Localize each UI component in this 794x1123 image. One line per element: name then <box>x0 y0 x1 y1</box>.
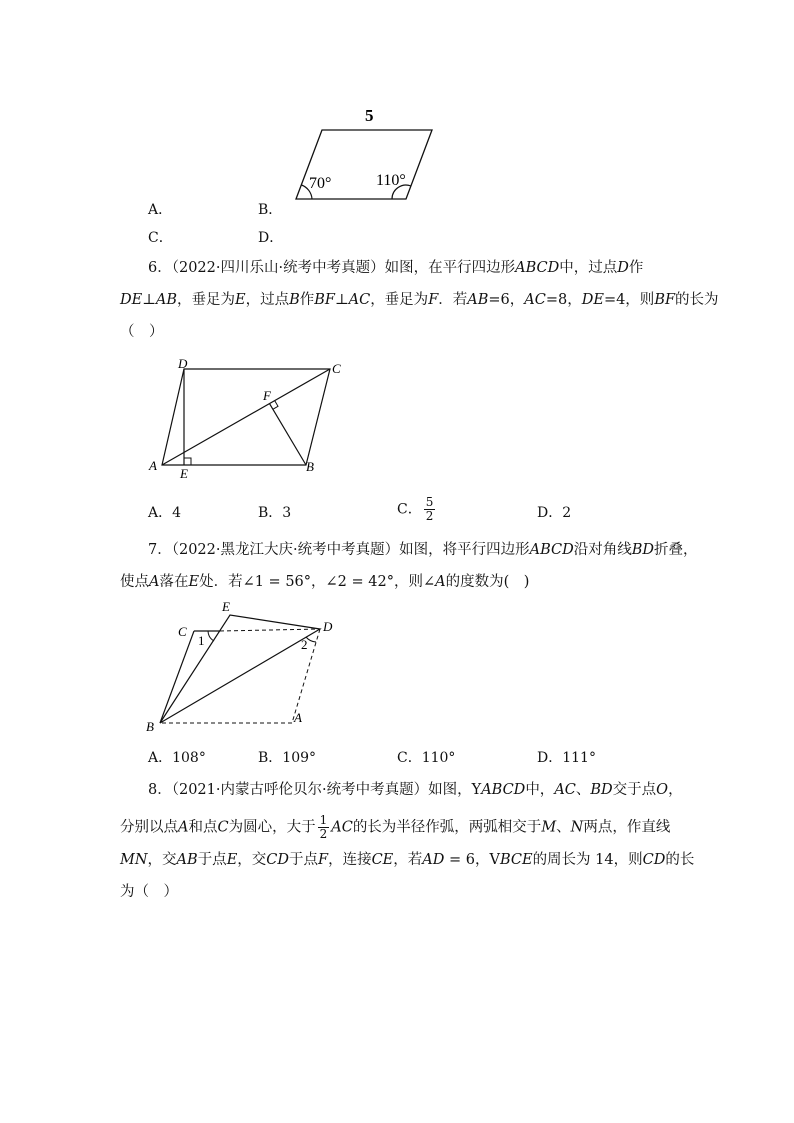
q6-option-b[interactable]: B．3 <box>258 505 292 521</box>
q6-option-d[interactable]: D．2 <box>537 505 572 521</box>
q7-option-a[interactable]: A．108° <box>148 750 206 766</box>
parallelogram-symbol: Y <box>471 782 482 798</box>
vertex-label-c: C <box>178 624 187 639</box>
right-angle-mark-e <box>184 458 191 465</box>
parallelogram-figure-q5 <box>290 100 450 208</box>
q8-line4: 为（ ） <box>120 884 178 900</box>
q6-option-c[interactable]: C． $\frac{5}{2}$ <box>397 495 434 523</box>
folded-parallelogram-figure-q7 <box>142 598 342 733</box>
q6-answer-blank: （ ） <box>120 324 164 340</box>
q5-option-a[interactable]: A． <box>148 202 173 218</box>
side-length-label: 5 <box>365 106 374 125</box>
triangle-symbol: V <box>489 852 500 868</box>
vertex-label-a: A <box>294 710 302 725</box>
q6-line2: DE⊥AB，垂足为E，过点B作BF⊥AC，垂足为F．若AB=6，AC=8，DE=4，则BF的长为 <box>120 292 719 308</box>
q5-option-b[interactable]: B． <box>258 202 283 218</box>
q5-option-d[interactable]: D． <box>258 230 284 246</box>
question-number: 7． <box>148 542 172 558</box>
diagonal-ac <box>162 369 330 465</box>
angle-arc-2 <box>306 637 316 642</box>
vertex-label-d: D <box>323 619 333 634</box>
angle-arc-1 <box>208 631 214 641</box>
q7-option-d[interactable]: D．111° <box>537 750 596 766</box>
question-number: 6． <box>148 260 172 276</box>
vertex-label-a: A <box>149 458 157 473</box>
vertex-label-b: B <box>146 719 154 733</box>
angle-label-2: 2 <box>301 637 308 652</box>
angle-label-1: 1 <box>198 633 205 648</box>
vertex-label-c: C <box>332 361 341 376</box>
q8-line1: 8．（2021·内蒙古呼伦贝尔·统考中考真题）如图，YABCD中，AC、BD交于点O， <box>148 782 683 798</box>
vertex-label-d: D <box>178 356 188 371</box>
q6-line1: 6．（2022·四川乐山·统考中考真题）如图，在平行四边形ABCD中，过点D作 <box>148 260 644 276</box>
question-source: （2022·四川乐山·统考中考真题） <box>171 260 385 276</box>
side-bc <box>160 631 194 723</box>
question-source: （2022·黑龙江大庆·统考中考真题） <box>171 542 400 558</box>
vertex-label-f: F <box>263 388 271 403</box>
q5-option-c[interactable]: C． <box>148 230 173 246</box>
fraction-one-half: $\frac{1}{2}$ <box>319 813 328 841</box>
angle-label-70: 70° <box>309 175 332 192</box>
q7-line2: 使点A落在E处．若∠1 = 56°，∠2 = 42°，则∠A的度数为( ) <box>120 574 530 590</box>
vertex-label-e: E <box>222 599 230 614</box>
perpendicular-bf <box>270 404 307 465</box>
vertex-label-b: B <box>306 459 314 474</box>
angle-label-110: 110° <box>376 172 406 189</box>
dashed-cd <box>220 629 320 631</box>
q8-line2: 分别以点A和点C为圆心，大于 $\frac{1}{2}$ AC的长为半径作弧，两弧相交于M、N两点，作直线 <box>120 813 671 841</box>
fraction-five-halves: $\frac{5}{2}$ <box>425 495 434 523</box>
q7-line1: 7．（2022·黑龙江大庆·统考中考真题）如图，将平行四边形ABCD沿对角线BD折叠， <box>148 542 698 558</box>
vertex-label-e: E <box>180 466 188 480</box>
question-source: （2021·内蒙古呼伦贝尔·统考中考真题） <box>171 782 429 798</box>
q8-line3: MN，交AB于点E，交CD于点F，连接CE，若AD = 6，VBCE的周长为 14，则CD的长 <box>120 852 695 868</box>
q7-option-c[interactable]: C．110° <box>397 750 456 766</box>
q6-option-a[interactable]: A．4 <box>148 505 182 521</box>
parallelogram-figure-q6 <box>148 355 348 480</box>
q7-option-b[interactable]: B．109° <box>258 750 317 766</box>
question-number: 8． <box>148 782 172 798</box>
